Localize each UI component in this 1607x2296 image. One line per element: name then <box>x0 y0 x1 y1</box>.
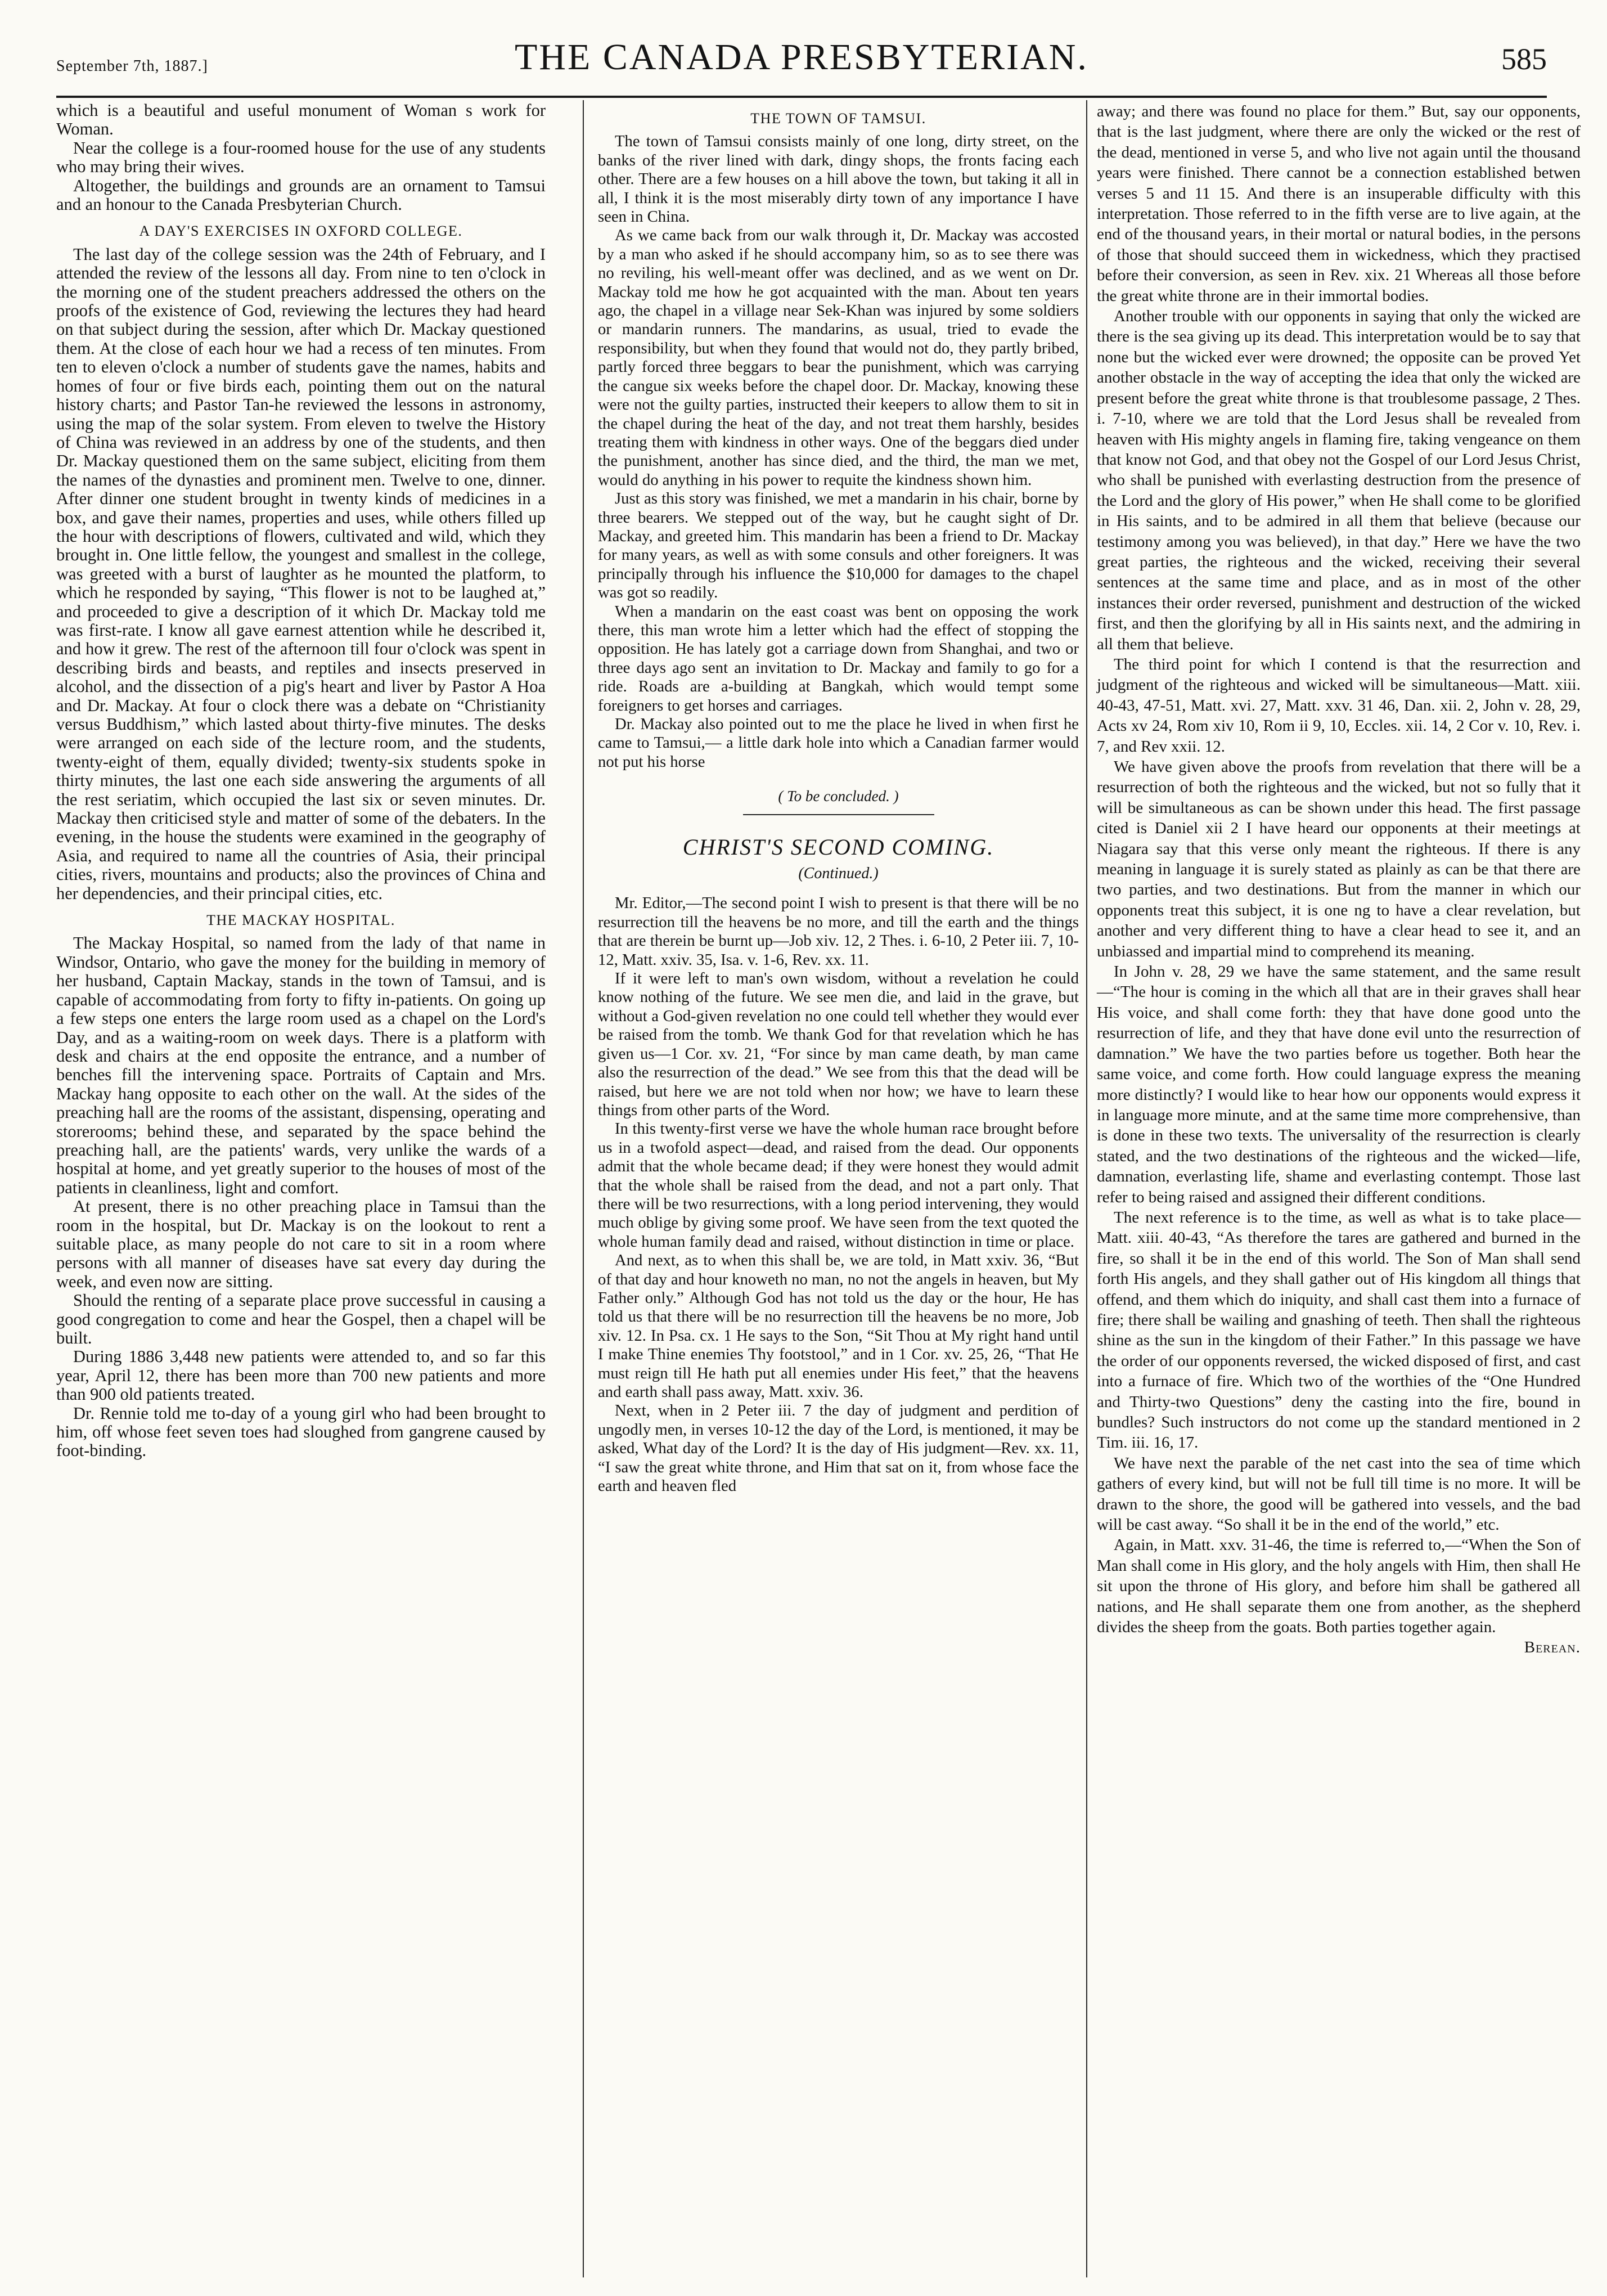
paragraph: During 1886 3,448 new patients were attended to, and so far this year, April 12, there has been more than 700 new patients and more than 900 old patients treated. <box>56 1347 546 1404</box>
section-heading: THE MACKAY HOSPITAL. <box>206 912 395 929</box>
paragraph: Mr. Editor,—The second point I wish to present is that there will be no resurrection till the heavens be no more, and till the earth and the things that are therein be burnt up—Job xiv. 12, 2 Thes. i. 6-10, 2 Peter iii. 7, 10-12, Matt. xxiv. 35, Isa. v. 1-6, Rev. xx. 11. <box>598 894 1079 969</box>
paragraph: As we came back from our walk through it, Dr. Mackay was accosted by a man who asked if he should accompany him, so as to see there was no reviling, his well-meant offer was declined, and as we went on Dr. Mackay told me how he got acquainted with the man. About ten years ago, the chapel in a village near Sek-Khan was injured by some soldiers or mandarin runners. The mandarins, as usual, tried to evade the responsibility, but when they found that would not do, they partly bribed, partly forced three beggars to bear the punishment, which was carrying the cangue six weeks before the chapel door. Dr. Mackay, knowing these were not the guilty parties, instructed their keepers to allow them to sit in the chapel during the heat of the day, and not treat them harshly, besides treating them with kindness in other ways. One of the beggars died under the punishment, another has since died, and the third, the man we met, would do anything in his power to requite the kindness shown him. <box>598 226 1079 489</box>
paragraph: Again, in Matt. xxv. 31-46, the time is referred to,—“When the Son of Man shall come in His glory, and the holy angels with Him, then shall He sit upon the throne of His glory, and before him shall be gathered all nations, and He shall separate them one from another, as the shepherd divides the sheep from the goats. Both parties together again. <box>1097 1536 1581 1637</box>
author-signature: Berean. <box>1524 1638 1581 1657</box>
column-1 <box>56 101 546 1461</box>
article-separator <box>743 814 934 815</box>
article-title: CHRIST'S SECOND COMING. <box>682 834 994 860</box>
to-be-concluded-note: ( To be concluded. ) <box>778 788 899 805</box>
masthead-rule <box>56 96 1547 98</box>
paragraph: In this twenty-first verse we have the whole human race brought before us in a twofold aspect—dead, and raised from the dead. Our opponents admit that the whole became dead; if they were honest they would admit that the whole shall be raised from the dead, and not a part only. That there will be two resurrections, with a long period intervening, they would much oblige by giving some proof. We have seen from the text quoted the whole human family dead and raised, without distinction in time or place. <box>598 1120 1079 1251</box>
paragraph: Should the renting of a separate place prove successful in causing a good congregation to come and hear the Gospel, then a chapel will be built. <box>56 1291 546 1347</box>
section-heading: THE TOWN OF TAMSUI. <box>750 110 926 127</box>
paragraph: The town of Tamsui consists mainly of one long, dirty street, on the banks of the river lined with dark, dingy shops, the fronts facing each other. There are a few houses on a hill above the town, but taking it all in all, I think it is the most miserably dirty town of any importance I have seen in China. <box>598 132 1079 226</box>
article-subtitle: (Continued.) <box>798 865 879 883</box>
paragraph: At present, there is no other preaching place in Tamsui than the room in the hospital, but Dr. Mackay is on the lookout to rent a suitable place, as many people do not care to sit in a room where persons with all manner of diseases have sat every day during the week, and even now are sitting. <box>56 1197 546 1291</box>
column-3 <box>1097 101 1581 1658</box>
paragraph: When a mandarin on the east coast was bent on opposing the work there, this man wrote him a letter which had the effect of stopping the opposition. He has lately got a carriage down from Shanghai, and two or three days ago sent an invitation to Dr. Mackay and family to go for a ride. Roads are a-building at Bangkah, which would tempt some foreigners to get horses and carriages. <box>598 602 1079 715</box>
masthead <box>56 34 1547 96</box>
paragraph: And next, as to when this shall be, we are told, in Matt xxiv. 36, “But of that day and hour knoweth no man, no not the angels in heaven, but My Father only.” Although God has not told us the day or the hour, He has told us that there will be no resurrection till the heavens be no more, Job xiv. 12. In Psa. cx. 1 He says to the Son, “Sit Thou at My right hand until I make Thine enemies Thy footstool,” and in 1 Cor. xv. 25, 26, “That He must reign till He hath put all enemies under His feet,” that the heavens and earth shall pass away, Matt. xxiv. 36. <box>598 1251 1079 1401</box>
paragraph: Another trouble with our opponents in saying that only the wicked are there is the sea giving up its dead. This interpretation would be to say that none but the wicked ever were drowned; the opposite can be proved Yet another obstacle in the way of accepting the idea that only the wicked are present before the great white throne is that troublesome passage, 2 Thes. i. 7-10, where we are told that the Lord Jesus shall be revealed from heaven with His mighty angels in flaming fire, taking vengeance on them that know not God, and that obey not the Gospel of our Lord Jesus Christ, who shall be punished with everlasting destruction from the presence of the Lord and the glory of His power,” when He shall come to be glorified in His saints, and to be admired in all them that believe (because our testimony among you was believed), in that day.” Here we have the two great parties, the righteous and the wicked, receiving their several sentences at the same time and place, and as in most of the other instances their order reversed, punishment and destruction of the wicked first, and then the glorifying by all in His saints next, and the admiring in all them that believe. <box>1097 307 1581 653</box>
paragraph: Just as this story was finished, we met a mandarin in his chair, borne by three bearers. We stepped out of the way, but he caught sight of Dr. Mackay, and greeted him. This mandarin has been a friend to Dr. Mackay for many years, as well as with some consuls and other foreigners. It was principally through his influence the $10,000 for damages to the chapel was got so readily. <box>598 489 1079 602</box>
newspaper-title: THE CANADA PRESBYTERIAN. <box>515 37 1088 78</box>
paragraph: The last day of the college session was the 24th of February, and I attended the review of the lessons all day. From nine to ten o'clock in the morning one of the student preachers addressed the others on the proofs of the existence of God, reviewing the lectures they had heard on that subject during the session, after which Dr. Mackay questioned them. At the close of each hour we had a recess of ten minutes. From ten to eleven o'clock a number of students gave the names, habits and homes of four or five birds each, pointing them out on the natural history charts; and Pastor Tan-he reviewed the lessons in astronomy, using the map of the solar system. From eleven to twelve the History of China was reviewed in an address by one of the students, and then Dr. Mackay questioned them on the same subject, eliciting from them the names of the dynasties and prominent men. Twelve to one, dinner. After dinner one student brought in twenty kinds of medicines in a box, and gave their names, properties and uses, while others filled up the hour with descriptions of flowers, cultivated and wild, which they brought in. One little fellow, the youngest and smallest in the college, was greeted with a burst of laughter as he mounted the platform, to which he responded by saying, “This flower is not to be laughed at,” and proceeded to give a description of it which Dr. Mackay told me was first-rate. I know all gave earnest attention while he described it, and how it grew. The rest of the afternoon till four o'clock was spent in describing birds and beasts, and reptiles and insects preserved in alcohol, and the dissection of a pig's heart and liver by Pastor A Hoa and Dr. Mackay. At four o clock there was a debate on “Christianity versus Buddhism,” which lasted about thirty-five minutes. The desks were arranged on each side of the lecture room, and the students, twenty-eight of them, equally divided; twenty-six students spoke in thirty minutes, the last one each side answering the arguments of all the rest seriatim, which occupied the last six or seven minutes. Dr. Mackay then criticised style and matter of some of the debaters. In the evening, in the house the students were examined in the geography of Asia, and required to name all the countries of Asia, their principal cities, rivers, mountains and products; also the provinces of China and her dependencies, and their principal cities, etc. <box>56 244 546 903</box>
paragraph: which is a beautiful and useful monument of Woman s work for Woman. <box>56 101 546 139</box>
column-divider <box>583 100 584 2277</box>
paragraph: In John v. 28, 29 we have the same statement, and the same result—“The hour is coming in the which all that are in their graves shall hear His voice, and shall come forth: they that have done good unto the resurrection of life, and they that have done evil unto the resurrection of damnation.” We have the two parties before us together. Both hear the same voice, and come forth. How could language express the meaning more distinctly? I would like to hear how our opponents would express it in language more minute, and at the same time more comprehensive, than is done in these two texts. The universality of the resurrection is clearly stated, and the two destinations of the righteous and the wicked—life, damnation, everlasting life, shame and everlasting contempt. Those last refer to being raised and assigned their different conditions. <box>1097 963 1581 1206</box>
paragraph: Dr. Mackay also pointed out to me the place he lived in when first he came to Tamsui,— a little dark hole into which a Canadian farmer would not put his horse <box>598 715 1079 771</box>
paragraph: The next reference is to the time, as well as what is to take place—Matt. xiii. 40-43, “As therefore the tares are gathered and burned in the fire, so shall it be in the end of this world. The Son of Man shall send forth His angels, and they shall gather out of His kingdom all things that offend, and them which do iniquity, and shall cast them into a furnace of fire; there shall be wailing and gnashing of teeth. Then shall the righteous shine as the sun in the kingdom of their Father.” In this passage we have the order of our opponents reversed, the wicked disposed of first, and cast into a furnace of fire. Which two of the worthies of the “One Hundred and Thirty-two Questions” deny the casting into the fire, bound in bundles? Such instructors do not come up the standard mentioned in 2 Tim. iii. 16, 17. <box>1097 1208 1581 1452</box>
paragraph: We have given above the proofs from revelation that there will be a resurrection of both the righteous and the wicked, but not so fully that it will be simultaneous as can be shown under this head. The first passage cited is Daniel xii 2 I have heard our opponents at their meetings at Niagara say that this verse only meant the righteous. If there is any meaning in language it is surely stated as plainly as can be that there are two parties, and two destinations. But from the manner in which our opponents treat this subject, it is one ng to have a clear revelation, but another and very different thing to have a clear head to see it, and an unbiassed and impartial mind to comprehend its meaning. <box>1097 758 1581 960</box>
paragraph: away; and there was found no place for them.” But, say our opponents, that is the last judgment, where there are only the wicked or the rest of the dead, mentioned in verse 5, and who live not again until the thousand years were finished. There cannot be a connection established betwen verses 5 and 11 15. And there is an insuperable difficulty with this interpretation. Those referred to in the fifth verse are to live again, at the end of the thousand years, in their mortal or natural bodies, in the persons of those that should succeed them in wickedness, which they practised before their conversion, as seen in Rev. xix. 21 Whereas all those before the great white throne are in their immortal bodies. <box>1097 102 1581 305</box>
section-heading: A DAY'S EXERCISES IN OXFORD COLLEGE. <box>139 223 463 240</box>
paragraph: Near the college is a four-roomed house for the use of any students who may bring their wives. <box>56 138 546 177</box>
paragraph: Next, when in 2 Peter iii. 7 the day of judgment and perdition of ungodly men, in verses 10-12 the day of the Lord, is mentioned, it may be asked, What day of the Lord? It is the day of His judgment—Rev. xx. 11, “I saw the great white throne, and Him that sat on it, from whose face the earth and heaven fled <box>598 1401 1079 1495</box>
column-divider <box>1086 100 1087 2277</box>
paragraph: The third point for which I contend is that the resurrection and judgment of the righteous and wicked will be simultaneous—Matt. xiii. 40-43, 47-51, Matt. xvi. 27, Matt. xxv. 31 46, Dan. xii. 2, John v. 28, 29, Acts xv 24, Rom xiv 10, Rom ii 9, 10, Eccles. xii. 14, 2 Cor v. 10, Rev. i. 7, and Rev xxii. 12. <box>1097 655 1581 756</box>
page-number: 585 <box>1501 42 1547 76</box>
paragraph: Dr. Rennie told me to-day of a young girl who had been brought to him, off whose feet seven toes had sloughed from gangrene caused by foot-binding. <box>56 1403 546 1461</box>
column-2 <box>598 101 1079 1495</box>
issue-date: September 7th, 1887.] <box>56 57 208 75</box>
paragraph: Altogether, the buildings and grounds are an ornament to Tamsui and an honour to the Canada Presbyterian Church. <box>56 176 546 214</box>
paragraph: We have next the parable of the net cast into the sea of time which gathers of every kind, but will not be full till time is no more. It will be drawn to the shore, the good will be gathered into vessels, and the bad will be cast away. “So shall it be in the end of the world,” etc. <box>1097 1454 1581 1534</box>
paragraph: The Mackay Hospital, so named from the lady of that name in Windsor, Ontario, who gave the money for the building in memory of her husband, Captain Mackay, stands in the town of Tamsui, and is capable of accommodating from forty to fifty in-patients. On going up a few steps one enters the large room used as a chapel on the Lord's Day, and as a waiting-room on week days. There is a platform with desk and chairs at the end opposite the entrance, and a number of benches fill the intervening space. Portraits of Captain and Mrs. Mackay hang opposite to each other on the wall. At the sides of the preaching hall are the rooms of the assistant, dispensing, operating and storerooms; behind these, and separated by the space behind the preaching hall, are the patients' wards, very unlike the wards of a hospital at home, and yet greatly superior to the houses of most of the patients in cleanliness, light and comfort. <box>56 933 546 1197</box>
paragraph: If it were left to man's own wisdom, without a revelation he could know nothing of the future. We see men die, and laid in the grave, but without a God-given revelation no one could tell whether they would ever be raised from the tomb. We thank God for that revelation which he has given us—1 Cor. xv. 21, “For since by man came death, by man came also the resurrection of the dead.” We see from this that the dead will be raised, but here we are not told when nor how; we have to learn these things from other parts of the Word. <box>598 969 1079 1119</box>
